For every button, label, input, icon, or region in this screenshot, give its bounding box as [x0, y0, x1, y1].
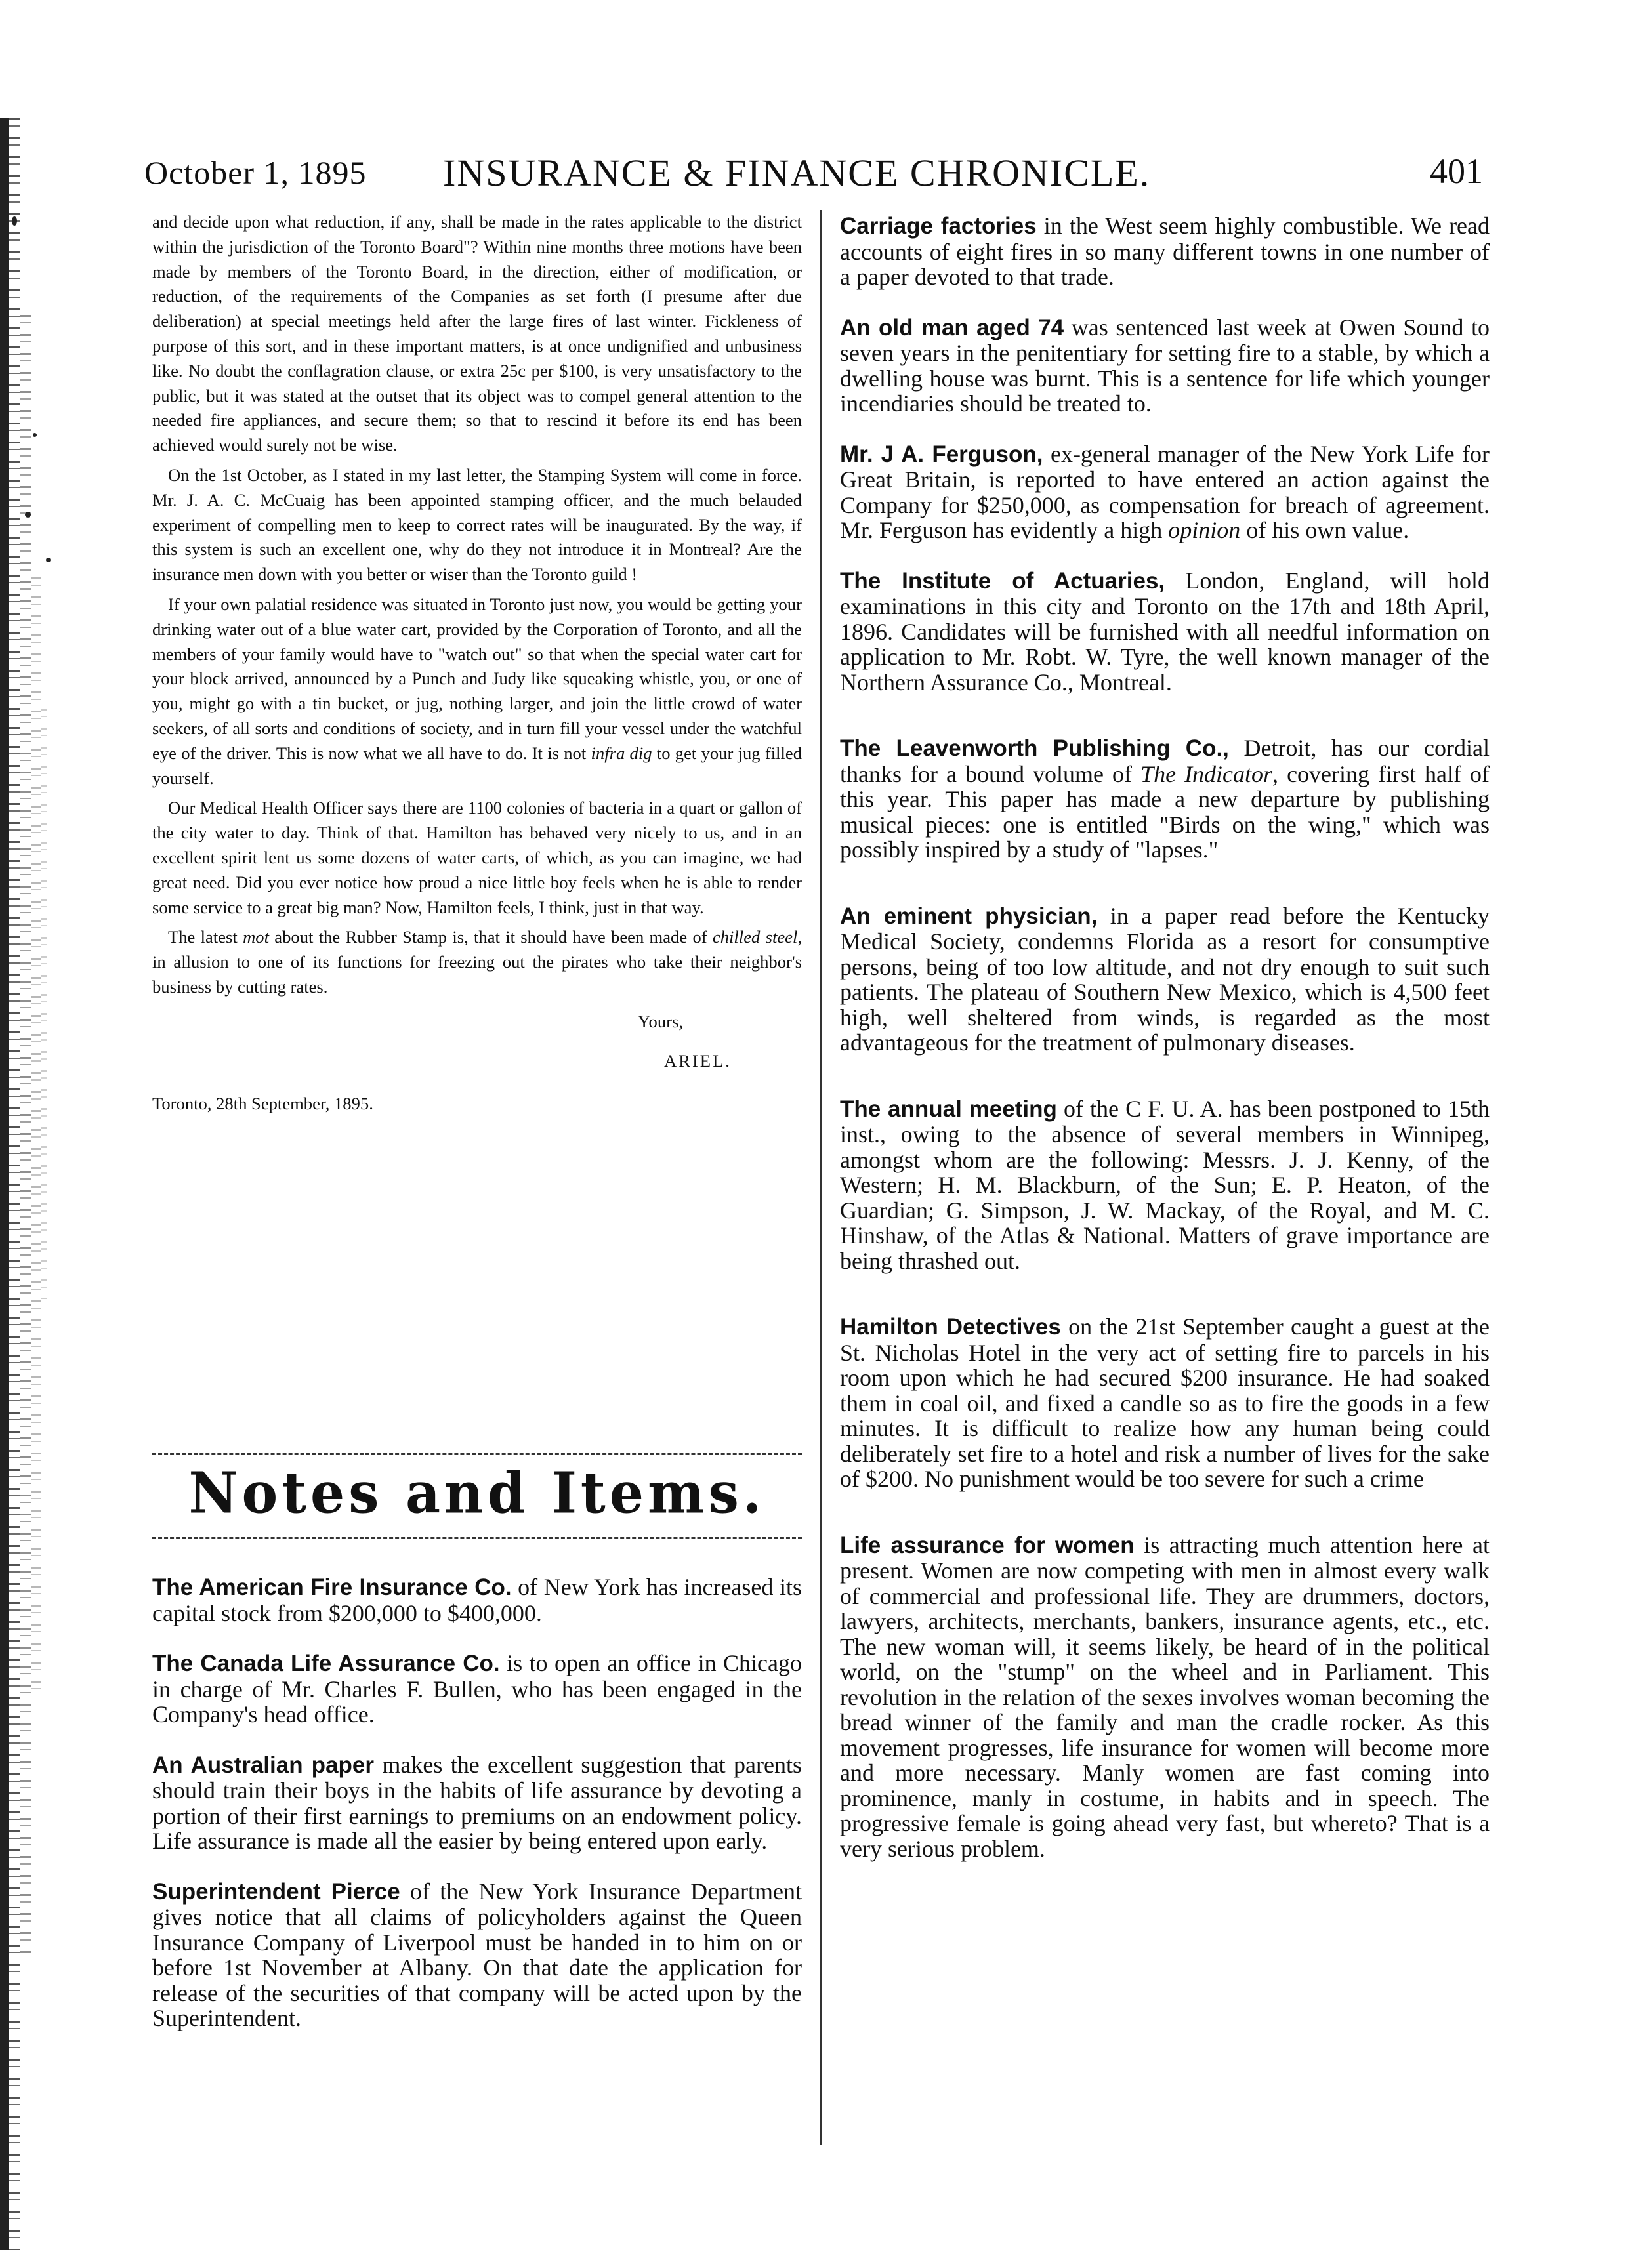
notes-right-column [840, 213, 1490, 1861]
news-item: Carriage factories in the West seem highly combustible. We read accounts of eight fires in so many different towns in one number of a paper devoted to that trade. [840, 213, 1490, 290]
scan-speck [12, 216, 17, 226]
news-item: The Canada Life Assurance Co. is to open an office in Chicago in charge of Mr. Charles F. Bullen, who has been engaged in the Company's head office. [152, 1650, 803, 1727]
news-item: An old man aged 74 was sentenced last week at Owen Sound to seven years in the penitentiary for setting fire to a stable, by which a dwelling house was burnt. This is a sentence for life which younger incendiaries should be treated to. [840, 314, 1490, 417]
section-heading: Notes and Items. [188, 1460, 766, 1527]
news-item: Life assurance for women is attracting much attention here at present. Women are now competing with men in almost every walk of commercial and professional life. They are drummers, doctors, lawyers, architects, merchants, bankers, insurance agents, etc., etc. The new woman will, it seems likely, be heard of in the political world, on the "stump" on the wheel and in Parliament. This revolution in the relation of the sexes involves woman becoming the bread winner of the family and man the cradle rocker. As this movement progresses, life insurance for women will become more and more necessary. Manly women are fast coming into prominence, manly in costume, in habits and in speech. The progressive female is going ahead very fast, but whereto? That is a very serious problem. [840, 1531, 1490, 1862]
scan-speck [46, 558, 51, 562]
letter-paragraph: If your own palatial residence was situated in Toronto just now, you would be getting your drinking water out of a blue water cart, provided by the Corporation of Toronto, and all the members of your family would have to "watch out" so that when the special water cart for your block arrived, announced by a Punch and Judy like squeaking whistle, you, or one of you, might go with a tin bucket, or jug, nothing larger, and join the little crowd of water seekers, of all sorts and conditions of society, and in turn fill your vessel under the watchful eye of the driver. This is now what we all have to do. It is not infra dig to get your jug filled yourself. [152, 594, 802, 788]
letter-signature: ARIEL. [664, 1050, 732, 1071]
column-divider [820, 210, 822, 2145]
letter-paragraph: and decide upon what reduction, if any, shall be made in the rates applicable to the district within the jurisdiction of the Toronto Board"? Within nine months three motions have been made by members of the Toronto Board, in the direction, either of modification, or reduction, of the requirements of the Companies as set forth (I presume after due deliberation) at special meetings held after the large fires of last winter. Fickleness of purpose of this sort, and in these important matters, is at once undignified and unbusiness like. No doubt the conflagration clause, or extra 25c per $100, is very unsatisfactory to the public, but it was stated at the outset that its object was to compel general attention to the needed fire appliances, and secure them; so that to rescind it before its end has been achieved would surely not be wise. [152, 212, 802, 455]
news-item: An eminent physician, in a paper read before the Kentucky Medical Society, condemns Florida as a resort for consumptive persons, being of too low altitude, and not dry enough to suit such patients. The plateau of Southern New Mexico, which is 4,500 feet high, well sheltered from winds, is regarded as the most advantageous for the treatment of pulmonary diseases. [840, 902, 1490, 1056]
news-item: The annual meeting of the C F. U. A. has been postponed to 15th inst., owing to the absence of several members in Winnipeg, amongst whom are the following: Messrs. J. J. Kenny, of the Western; H. M. Blackburn, of the Sun; E. P. Heaton, of the Guardian; G. Simpson, J. W. Mackay, of the Royal, and M. C. Hinshaw, of the Atlas & National. Matters of grave importance are being thrashed out. [840, 1095, 1490, 1274]
news-item: The Leavenworth Publishing Co., Detroit, has our cordial thanks for a bound volume of The Indicator, covering first half of this year. This paper has made a new departure by publishing musical pieces: one is entitled "Birds on the wing," which was possibly inspired by a study of "lapses." [840, 735, 1490, 863]
scan-binding-shadow [0, 118, 79, 2250]
publication-title: INSURANCE & FINANCE CHRONICLE. [443, 152, 1151, 194]
section-rule-bottom [152, 1537, 802, 1546]
letter-dateline: Toronto, 28th September, 1895. [152, 1093, 373, 1113]
letter-paragraph: On the 1st October, as I stated in my last letter, the Stamping System will come in force. Mr. J. A. C. McCuaig has been appointed stamping officer, and the much belauded experiment of compelling men to keep to correct rates will be inaugurated. By the way, if this system is such an excellent one, why do they not introduce it in Montreal? Are the insurance men down with you better or wiser than the Toronto guild ! [152, 464, 802, 585]
scan-speck [33, 433, 37, 437]
letter-closing [152, 1005, 802, 1113]
correspondence-letter [152, 210, 802, 1113]
scan-speck [25, 512, 31, 518]
news-item: The American Fire Insurance Co. of New York has increased its capital stock from $200,000 to $400,000. [152, 1574, 802, 1626]
news-item: Mr. J A. Ferguson, ex-general manager of the New York Life for Great Britain, is reported to have entered an action against the Company for $250,000, as compensation for breach of agreement. Mr. Ferguson has evidently a high opinion of his own value. [840, 440, 1490, 543]
letter-valediction: Yours, [638, 1011, 683, 1031]
letter-paragraph: Our Medical Health Officer says there are 1100 colonies of bacteria in a quart or gallon of the city water to day. Think of that. Hamilton has behaved very nicely to us, and in an excellent spirit lent us some dozens of water carts, of which, as you can imagine, we had great need. Did you ever notice how proud a nice little boy feels when he is able to render some service to a great big man? Now, Hamilton feels, I think, just in that way. [152, 798, 802, 917]
news-item: The Institute of Actuaries, London, England, will hold examinations in this city and Toronto on the 17th and 18th April, 1896. Candidates will be furnished with all needful information on application to Mr. Robt. W. Tyre, the well known manager of the Northern Assurance Co., Montreal. [840, 567, 1490, 695]
notes-left-column [152, 1575, 802, 2031]
letter-paragraph: The latest mot about the Rubber Stamp is, that it should have been made of chilled steel, in allusion to one of its functions for freezing out the pirates who take their neighbor's business by cutting rates. [152, 927, 802, 997]
news-item: Hamilton Detectives on the 21st September caught a guest at the St. Nicholas Hotel in the very act of setting fire to parcels in his room upon which he had secured $200 insurance. He had soaked them in coal oil, and fixed a candle so as to fire the goods in a few minutes. It is difficult to realize how any human being could deliberately set fire to a hotel and risk a number of lives for the sake of $200. No punishment would be too severe for such a crime [840, 1313, 1490, 1492]
news-item: An Australian paper makes the excellent suggestion that parents should train their boys in the habits of life assurance by devoting a portion of their first earnings to premiums on an endowment policy. Life assurance is made all the easier by being entered upon early. [152, 1751, 802, 1854]
running-head [144, 144, 1483, 194]
news-item: Superintendent Pierce of the New York Insurance Department gives notice that all claims of policyholders against the Queen Insurance Company of Liverpool must be handed in to him on or before 1st November at Albany. On that date the application for release of the securities of that company will be acted upon by the Superintendent. [152, 1878, 803, 2031]
issue-date: October 1, 1895 [144, 154, 367, 191]
page-number: 401 [1430, 152, 1483, 191]
